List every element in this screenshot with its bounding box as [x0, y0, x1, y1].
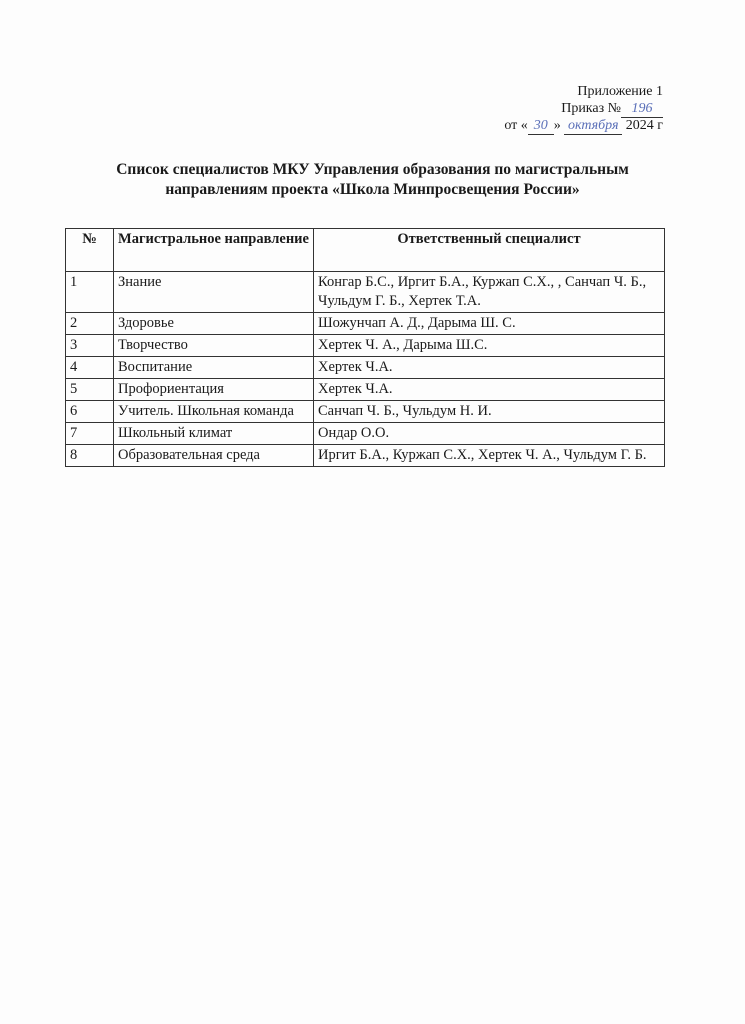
row-number: 7 [66, 423, 114, 445]
row-specialist: Хертек Ч. А., Дарыма Ш.С. [314, 335, 665, 357]
order-label: Приказ № [561, 101, 621, 116]
header-specialist: Ответственный специалист [314, 229, 665, 272]
row-direction: Образовательная среда [114, 445, 314, 467]
table-row [66, 357, 665, 379]
row-specialist: Санчап Ч. Б., Чульдум Н. И. [314, 401, 665, 423]
row-specialist: Конгар Б.С., Иргит Б.А., Куржап С.Х., , Санчап Ч. Б., Чульдум Г. Б., Хертек Т.А. [314, 272, 665, 313]
row-number: 8 [66, 445, 114, 467]
row-specialist: Ондар О.О. [314, 423, 665, 445]
date-day-handwritten: 30 [528, 117, 554, 135]
row-specialist: Шожунчап А. Д., Дарыма Ш. С. [314, 313, 665, 335]
specialists-table [65, 228, 665, 467]
order-number-handwritten: 196 [621, 100, 663, 118]
title-line-2: направлениям проекта «Школа Минпросвещения России» [165, 181, 580, 198]
appendix-label: Приложение 1 [577, 84, 663, 99]
row-direction: Учитель. Школьная команда [114, 401, 314, 423]
header-direction: Магистральное направление [114, 229, 314, 272]
row-direction: Знание [114, 272, 314, 313]
title-line-1: Список специалистов МКУ Управления образования по магистральным [116, 161, 629, 178]
table-row [66, 335, 665, 357]
date-year: 2024 г [625, 118, 663, 133]
table-row [66, 423, 665, 445]
row-direction: Творчество [114, 335, 314, 357]
date-month-handwritten: октября [564, 117, 622, 135]
date-prefix: от « [504, 118, 528, 133]
row-number: 4 [66, 357, 114, 379]
date-mid: » [553, 118, 561, 133]
row-number: 3 [66, 335, 114, 357]
document-title [60, 160, 685, 200]
table-row [66, 445, 665, 467]
row-direction: Здоровье [114, 313, 314, 335]
row-number: 5 [66, 379, 114, 401]
row-number: 6 [66, 401, 114, 423]
row-direction: Воспитание [114, 357, 314, 379]
table-row [66, 379, 665, 401]
row-specialist: Хертек Ч.А. [314, 379, 665, 401]
row-specialist: Хертек Ч.А. [314, 357, 665, 379]
row-direction: Профориентация [114, 379, 314, 401]
table-header-row [66, 229, 665, 272]
order-number-line [561, 100, 663, 118]
row-number: 2 [66, 313, 114, 335]
order-date-line [504, 117, 663, 135]
row-direction: Школьный климат [114, 423, 314, 445]
table-row [66, 272, 665, 313]
table-row [66, 401, 665, 423]
header-number: № [66, 229, 114, 272]
row-specialist: Иргит Б.А., Куржап С.Х., Хертек Ч. А., Чульдум Г. Б. [314, 445, 665, 467]
row-number: 1 [66, 272, 114, 313]
table-row [66, 313, 665, 335]
